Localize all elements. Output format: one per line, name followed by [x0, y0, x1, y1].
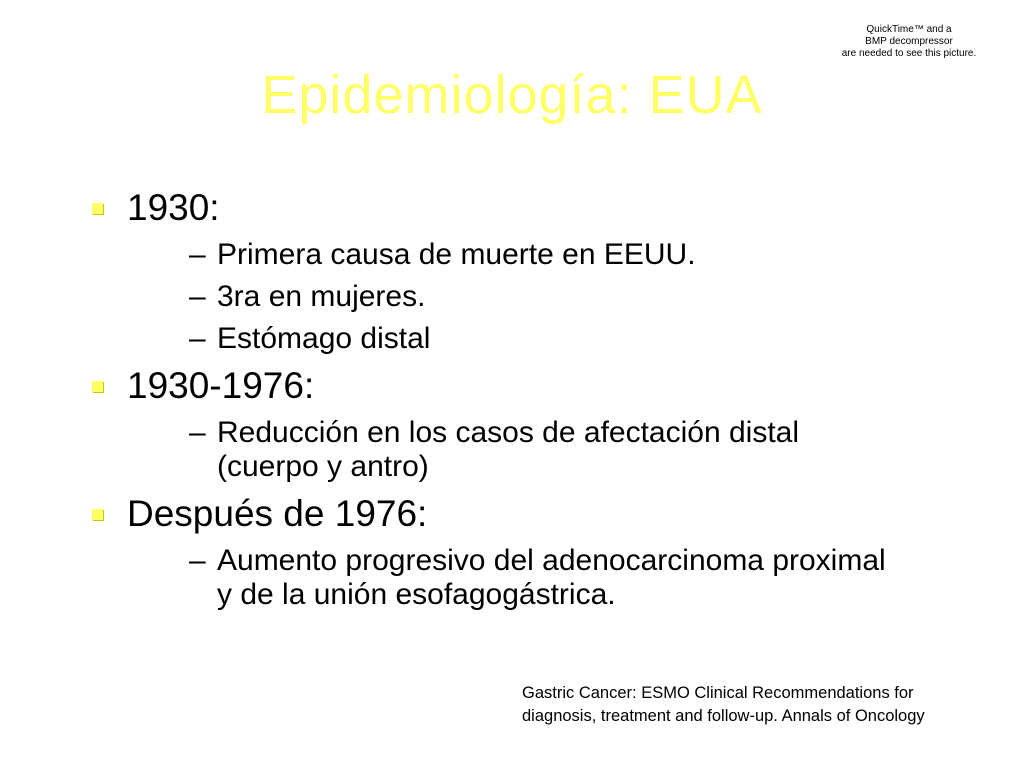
- dash-marker: –: [189, 238, 206, 271]
- bullet-heading: 1930-1976:: [127, 365, 315, 406]
- sub-item-text: 3ra en mujeres.: [217, 280, 426, 313]
- dash-marker: –: [189, 544, 206, 577]
- quicktime-placeholder-notice: [824, 24, 994, 60]
- bullet-item-1930: [86, 186, 906, 230]
- bullet-item-1930-1976: [86, 364, 906, 408]
- bullet-item-after-1976: [86, 492, 906, 536]
- bullet-heading: 1930:: [127, 187, 220, 228]
- dash-marker: –: [189, 322, 206, 355]
- square-bullet-icon: [92, 381, 103, 392]
- bullet-heading: Después de 1976:: [127, 493, 428, 534]
- square-bullet-icon: [92, 509, 103, 520]
- square-bullet-icon: [92, 203, 103, 214]
- slide-title: Epidemiología: EUA: [261, 65, 763, 125]
- dash-marker: –: [189, 416, 206, 449]
- reference-line-1: Gastric Cancer: ESMO Clinical Recommendations for: [522, 684, 914, 702]
- sub-item-text: Estómago distal: [217, 322, 431, 355]
- sub-item: [189, 322, 906, 356]
- dash-marker: –: [189, 280, 206, 313]
- sub-item: [189, 238, 906, 272]
- quicktime-notice-line-1: QuickTime™ and a: [866, 24, 952, 35]
- quicktime-notice-line-2: BMP decompressor: [865, 36, 953, 47]
- slide-content: [86, 186, 906, 620]
- reference-citation: [522, 682, 1012, 728]
- sub-item-text: Aumento progresivo del adenocarcinoma proximal y de la unión esofagogástrica.: [217, 544, 886, 611]
- reference-line-2: diagnosis, treatment and follow-up. Annals of Oncology: [522, 707, 925, 725]
- sub-item: [189, 544, 906, 612]
- sub-item-text: Reducción en los casos de afectación distal (cuerpo y antro): [217, 416, 800, 483]
- sub-item: [189, 416, 906, 484]
- quicktime-notice-line-3: are needed to see this picture.: [841, 48, 977, 59]
- sub-item-text: Primera causa de muerte en EEUU.: [217, 238, 696, 271]
- sub-item: [189, 280, 906, 314]
